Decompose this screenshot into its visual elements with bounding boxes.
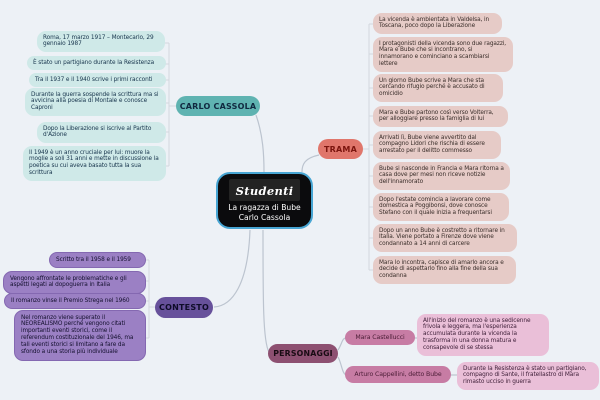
leaf-note[interactable]: Bube si nasconde in Francia e Mara ritorna a casa dove per mesi non riceve notizie dell'innamorato [373,162,510,190]
center-topic-node[interactable] [216,172,313,229]
leaf-note[interactable]: Un giorno Bube scrive a Mara che sta cercando rifugio perché è accusato di omicidio [373,74,503,102]
book-author: Carlo Cassola [238,213,291,223]
character-description[interactable]: All'inizio del romanzo è una sedicenne frivola e leggera, ma l'esperienza accumulata durante la vicenda la trasforma in una donna matura e consapevole di se stessa [417,314,549,356]
leaf-note[interactable]: Dopo un anno Bube è costretto a ritornare in Italia. Viene portato a Firenze dove viene condannato a 14 anni di carcere [373,224,517,252]
leaf-note[interactable]: Durante la guerra sospende la scrittura ma si avvicina alla poesia di Montale e conosce Caproni [25,88,166,116]
leaf-note[interactable]: Mara lo incontra, capisce di amarlo ancora e decide di aspettarlo fino alla fine della sua condanna [373,256,516,284]
leaf-note[interactable]: I protagonisti della vicenda sono due ragazzi, Mara e Bube che si incontrano, si innamorano e cominciano a scambiarsi lettere [373,37,513,72]
character-node-mara[interactable]: Mara Castellucci [345,330,415,345]
leaf-note[interactable]: Il 1949 è un anno cruciale per lui: muore la moglie a soli 31 anni e mette in discussione la poetica su cui aveva basato tutta la sua scrittura [23,146,166,181]
leaf-note[interactable]: Dopo l'estate comincia a lavorare come domestica a Poggibonsi, dove conosce Stefano con il quale inizia a frequentarsi [373,193,509,221]
leaf-note[interactable]: Mara e Bube partono così verso Volterra, per alloggiare presso la famiglia di lui [373,106,508,127]
studenti-logo [229,179,301,201]
leaf-note[interactable]: Vengono affrontate le problematiche e gli aspetti legati al dopoguerra in Italia [3,271,146,294]
leaf-note[interactable]: Nel romanzo viene superato il NEOREALISMO perché vengono citati importanti eventi storici, come il referendum costituzionale del 1946, ma tali eventi storici si limitano a fare da sfondo a una storia più individuale [14,310,146,361]
branch-node-personaggi[interactable]: PERSONAGGI [268,344,338,363]
character-description[interactable]: Durante la Resistenza è stato un partigiano, compagno di Sante, il fratellastro di Mara rimasto ucciso in guerra [457,362,599,390]
leaf-note[interactable]: Tra il 1937 e il 1940 scrive i primi racconti [29,73,166,87]
leaf-note[interactable]: Arrivati lì, Bube viene avvertito dal compagno Lidori che rischia di essere arrestato per il delitto commesso [373,131,501,159]
leaf-note[interactable]: È stato un partigiano durante la Resistenza [27,56,166,70]
branch-node-carlo-cassola[interactable]: CARLO CASSOLA [176,96,260,116]
studenti-logo-text: Studenti [235,184,294,198]
leaf-note[interactable]: Dopo la Liberazione si iscrive al Partito d'Azione [37,122,166,143]
branch-node-contesto[interactable]: CONTESTO [155,297,213,318]
book-title: La ragazza di Bube [228,203,301,212]
branch-node-trama[interactable]: TRAMA [318,139,363,159]
leaf-note[interactable]: Roma, 17 marzo 1917 – Montecarlo, 29 gennaio 1987 [37,31,165,52]
leaf-note[interactable]: Scritto tra il 1958 e il 1959 [49,252,146,268]
leaf-note[interactable]: Il romanzo vinse il Premio Strega nel 1960 [4,293,146,309]
leaf-note[interactable]: La vicenda è ambientata in Valdelsa, in Toscana, poco dopo la Liberazione [373,13,502,34]
character-node-bube[interactable]: Arturo Cappellini, detto Bube [345,366,451,383]
